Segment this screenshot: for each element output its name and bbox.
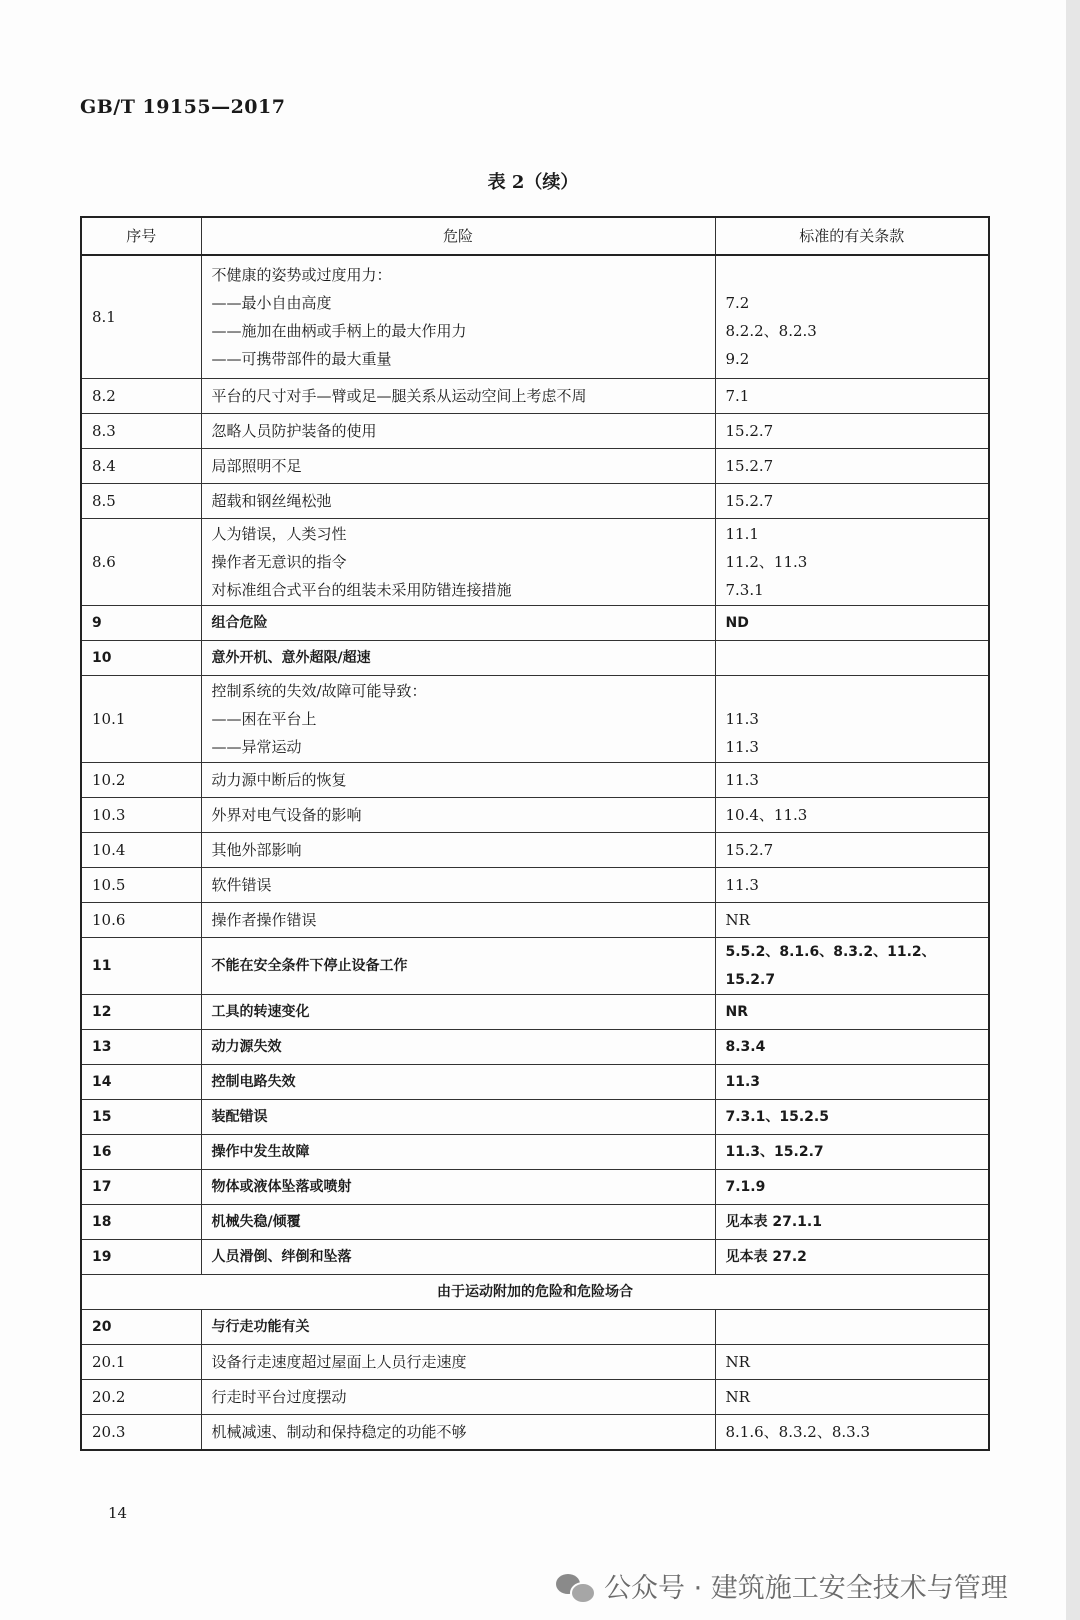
cell-hazard xyxy=(201,1240,715,1275)
table-row xyxy=(81,1380,989,1415)
cell-clause xyxy=(715,676,989,763)
table-row xyxy=(81,798,989,833)
cell-hazard xyxy=(201,414,715,449)
clause-line: 7.1.9 xyxy=(725,1179,766,1195)
cell-hazard xyxy=(201,1100,715,1135)
hazard-line: 设备行走速度超过屋面上人员行走速度 xyxy=(211,1353,467,1371)
hazard-line: 机械减速、制动和保持稳定的功能不够 xyxy=(211,1423,467,1441)
cell-seq: 8.2 xyxy=(81,379,201,414)
clause-line: 9.2 xyxy=(725,350,750,368)
cell-hazard xyxy=(201,1205,715,1240)
clause-line: NR xyxy=(725,1388,750,1406)
cell-clause xyxy=(715,868,989,903)
table-row xyxy=(81,641,989,676)
clause-line: 15.2.7 xyxy=(725,492,774,510)
cell-seq: 8.1 xyxy=(81,255,201,379)
clause-line: 7.1 xyxy=(725,387,750,405)
table-row xyxy=(81,903,989,938)
hazard-table xyxy=(80,216,990,1451)
clause-line: 7.3.1 xyxy=(725,581,764,599)
table-row xyxy=(81,676,989,763)
cell-hazard xyxy=(201,833,715,868)
clause-line: 5.5.2、8.1.6、8.3.2、11.2、 xyxy=(725,944,936,960)
hazard-line: 软件错误 xyxy=(211,876,272,894)
table-row xyxy=(81,1065,989,1100)
cell-clause xyxy=(715,1135,989,1170)
cell-clause xyxy=(715,1100,989,1135)
cell-hazard xyxy=(201,606,715,641)
table-row xyxy=(81,1170,989,1205)
cell-seq: 20.2 xyxy=(81,1380,201,1415)
page-edge xyxy=(1066,0,1080,1620)
cell-seq: 9 xyxy=(81,606,201,641)
cell-seq: 20 xyxy=(81,1310,201,1345)
clause-line: 7.3.1、15.2.5 xyxy=(725,1109,829,1125)
cell-hazard xyxy=(201,763,715,798)
hazard-line: 行走时平台过度摆动 xyxy=(211,1388,347,1406)
cell-seq: 15 xyxy=(81,1100,201,1135)
clause-line: 8.1.6、8.3.2、8.3.3 xyxy=(725,1423,870,1441)
table-row xyxy=(81,1100,989,1135)
table-row xyxy=(81,1345,989,1380)
cell-seq: 19 xyxy=(81,1240,201,1275)
clause-line: 11.3 xyxy=(725,710,759,728)
cell-hazard xyxy=(201,995,715,1030)
clause-line: 11.3 xyxy=(725,1074,761,1090)
table-row xyxy=(81,868,989,903)
cell-clause xyxy=(715,414,989,449)
hazard-line: ——最小自由高度 xyxy=(211,294,332,312)
hazard-line: 不能在安全条件下停止设备工作 xyxy=(211,958,408,974)
clause-line: NR xyxy=(725,911,750,929)
clause-line: NR xyxy=(725,1004,748,1020)
cell-clause xyxy=(715,449,989,484)
cell-seq: 17 xyxy=(81,1170,201,1205)
clause-line: 10.4、11.3 xyxy=(725,806,808,824)
watermark xyxy=(556,1566,1008,1605)
cell-seq: 18 xyxy=(81,1205,201,1240)
cell-hazard xyxy=(201,938,715,995)
table-row xyxy=(81,833,989,868)
clause-line: 7.2 xyxy=(725,294,750,312)
cell-hazard xyxy=(201,255,715,379)
cell-seq: 13 xyxy=(81,1030,201,1065)
page-number: 14 xyxy=(108,1504,128,1522)
clause-line: 见本表 27.2 xyxy=(725,1249,807,1265)
clause-line: NR xyxy=(725,1353,750,1371)
hazard-line: 平台的尺寸对手—臂或足—腿关系从运动空间上考虑不周 xyxy=(211,387,587,405)
clause-line: 15.2.7 xyxy=(725,841,774,859)
cell-clause xyxy=(715,606,989,641)
cell-seq: 10.2 xyxy=(81,763,201,798)
header-seq: 序号 xyxy=(81,217,201,255)
cell-clause xyxy=(715,1415,989,1451)
cell-seq: 10.6 xyxy=(81,903,201,938)
hazard-line: 其他外部影响 xyxy=(211,841,302,859)
cell-hazard xyxy=(201,676,715,763)
table-row xyxy=(81,1240,989,1275)
hazard-line: 物体或液体坠落或喷射 xyxy=(211,1179,352,1195)
table-row xyxy=(81,1310,989,1345)
cell-clause xyxy=(715,379,989,414)
hazard-line: 组合危险 xyxy=(211,615,268,631)
cell-hazard xyxy=(201,1030,715,1065)
hazard-line: ——可携带部件的最大重量 xyxy=(211,350,392,368)
table-row xyxy=(81,1415,989,1451)
hazard-line: 操作中发生故障 xyxy=(211,1144,310,1160)
cell-seq: 10.3 xyxy=(81,798,201,833)
hazard-line: 忽略人员防护装备的使用 xyxy=(211,422,377,440)
cell-hazard xyxy=(201,903,715,938)
hazard-line: 操作者操作错误 xyxy=(211,911,317,929)
clause-line: 11.3 xyxy=(725,771,759,789)
clause-line: ND xyxy=(725,615,749,631)
clause-line xyxy=(726,677,979,705)
cell-seq: 20.1 xyxy=(81,1345,201,1380)
hazard-line: 工具的转速变化 xyxy=(211,1004,310,1020)
section-heading: 由于运动附加的危险和危险场合 xyxy=(81,1275,989,1310)
cell-hazard xyxy=(201,1345,715,1380)
hazard-line: 不健康的姿势或过度用力： xyxy=(211,266,392,284)
clause-line: 11.1 xyxy=(725,525,759,543)
hazard-line: 人为错误，人类习性 xyxy=(211,525,347,543)
cell-clause xyxy=(715,1205,989,1240)
header-clause: 标准的有关条款 xyxy=(715,217,989,255)
cell-clause xyxy=(715,1240,989,1275)
hazard-line: ——困在平台上 xyxy=(211,710,317,728)
clause-line xyxy=(726,1313,979,1341)
wechat-icon xyxy=(556,1572,594,1600)
cell-hazard xyxy=(201,1380,715,1415)
cell-clause xyxy=(715,833,989,868)
clause-line: 15.2.7 xyxy=(725,972,776,988)
cell-clause xyxy=(715,798,989,833)
cell-hazard xyxy=(201,449,715,484)
clause-line: 11.3、15.2.7 xyxy=(725,1144,824,1160)
table-row xyxy=(81,519,989,606)
cell-clause xyxy=(715,938,989,995)
section-row xyxy=(81,1275,989,1310)
clause-line: 见本表 27.1.1 xyxy=(725,1214,822,1230)
cell-seq: 8.3 xyxy=(81,414,201,449)
hazard-line: 超载和钢丝绳松弛 xyxy=(211,492,332,510)
hazard-line: 局部照明不足 xyxy=(211,457,302,475)
hazard-line: 人员滑倒、绊倒和坠落 xyxy=(211,1249,352,1265)
hazard-line: ——异常运动 xyxy=(211,738,302,756)
table-row xyxy=(81,1205,989,1240)
header-hazard: 危险 xyxy=(201,217,715,255)
clause-line: 11.3 xyxy=(725,738,759,756)
cell-seq: 8.5 xyxy=(81,484,201,519)
cell-clause xyxy=(715,255,989,379)
cell-hazard xyxy=(201,798,715,833)
hazard-line: 外界对电气设备的影响 xyxy=(211,806,362,824)
cell-seq: 8.4 xyxy=(81,449,201,484)
cell-clause xyxy=(715,1170,989,1205)
cell-hazard xyxy=(201,1310,715,1345)
table-row xyxy=(81,1135,989,1170)
cell-hazard xyxy=(201,379,715,414)
hazard-line: 意外开机、意外超限/超速 xyxy=(211,650,371,666)
hazard-line: 对标准组合式平台的组装未采用防错连接措施 xyxy=(211,581,512,599)
cell-clause xyxy=(715,1065,989,1100)
clause-line: 15.2.7 xyxy=(725,422,774,440)
hazard-line: 动力源中断后的恢复 xyxy=(211,771,347,789)
clause-line: 8.3.4 xyxy=(725,1039,766,1055)
table-row xyxy=(81,449,989,484)
table-row xyxy=(81,379,989,414)
clause-line: 15.2.7 xyxy=(725,457,774,475)
cell-clause xyxy=(715,1310,989,1345)
cell-hazard xyxy=(201,1415,715,1451)
clause-line: 8.2.2、8.2.3 xyxy=(725,322,817,340)
hazard-line: 动力源失效 xyxy=(211,1039,282,1055)
clause-line xyxy=(726,261,979,289)
table-body xyxy=(81,255,989,1450)
cell-clause xyxy=(715,1345,989,1380)
hazard-line: 与行走功能有关 xyxy=(211,1319,310,1335)
table-row xyxy=(81,606,989,641)
cell-hazard xyxy=(201,868,715,903)
cell-clause xyxy=(715,1030,989,1065)
cell-clause xyxy=(715,519,989,606)
cell-seq: 10.5 xyxy=(81,868,201,903)
cell-seq: 8.6 xyxy=(81,519,201,606)
cell-hazard xyxy=(201,1135,715,1170)
watermark-text: 公众号 · 建筑施工安全技术与管理 xyxy=(604,1573,1008,1604)
clause-line: 11.2、11.3 xyxy=(725,553,808,571)
hazard-line: 操作者无意识的指令 xyxy=(211,553,347,571)
cell-hazard xyxy=(201,1170,715,1205)
hazard-line: 装配错误 xyxy=(211,1109,268,1125)
table-row xyxy=(81,995,989,1030)
table-row xyxy=(81,414,989,449)
cell-seq: 10 xyxy=(81,641,201,676)
cell-clause xyxy=(715,1380,989,1415)
table-row xyxy=(81,1030,989,1065)
cell-hazard xyxy=(201,519,715,606)
hazard-line: 机械失稳/倾覆 xyxy=(211,1214,301,1230)
hazard-line: 控制电路失效 xyxy=(211,1074,296,1090)
table-header-row xyxy=(81,217,989,255)
cell-clause xyxy=(715,641,989,676)
cell-clause xyxy=(715,763,989,798)
cell-clause xyxy=(715,995,989,1030)
cell-clause xyxy=(715,484,989,519)
clause-line xyxy=(726,644,979,672)
cell-seq: 14 xyxy=(81,1065,201,1100)
cell-clause xyxy=(715,903,989,938)
cell-hazard xyxy=(201,484,715,519)
table-caption: 表 2（续） xyxy=(487,172,579,193)
cell-seq: 10.1 xyxy=(81,676,201,763)
cell-seq: 10.4 xyxy=(81,833,201,868)
cell-seq: 11 xyxy=(81,938,201,995)
table-row xyxy=(81,763,989,798)
table-row xyxy=(81,938,989,995)
hazard-line: ——施加在曲柄或手柄上的最大作用力 xyxy=(211,322,467,340)
standard-code: GB/T 19155—2017 xyxy=(80,96,286,118)
hazard-line: 控制系统的失效/故障可能导致： xyxy=(211,682,427,700)
table-row xyxy=(81,255,989,379)
cell-seq: 12 xyxy=(81,995,201,1030)
cell-hazard xyxy=(201,641,715,676)
clause-line: 11.3 xyxy=(725,876,759,894)
cell-seq: 20.3 xyxy=(81,1415,201,1451)
table-row xyxy=(81,484,989,519)
cell-hazard xyxy=(201,1065,715,1100)
cell-seq: 16 xyxy=(81,1135,201,1170)
